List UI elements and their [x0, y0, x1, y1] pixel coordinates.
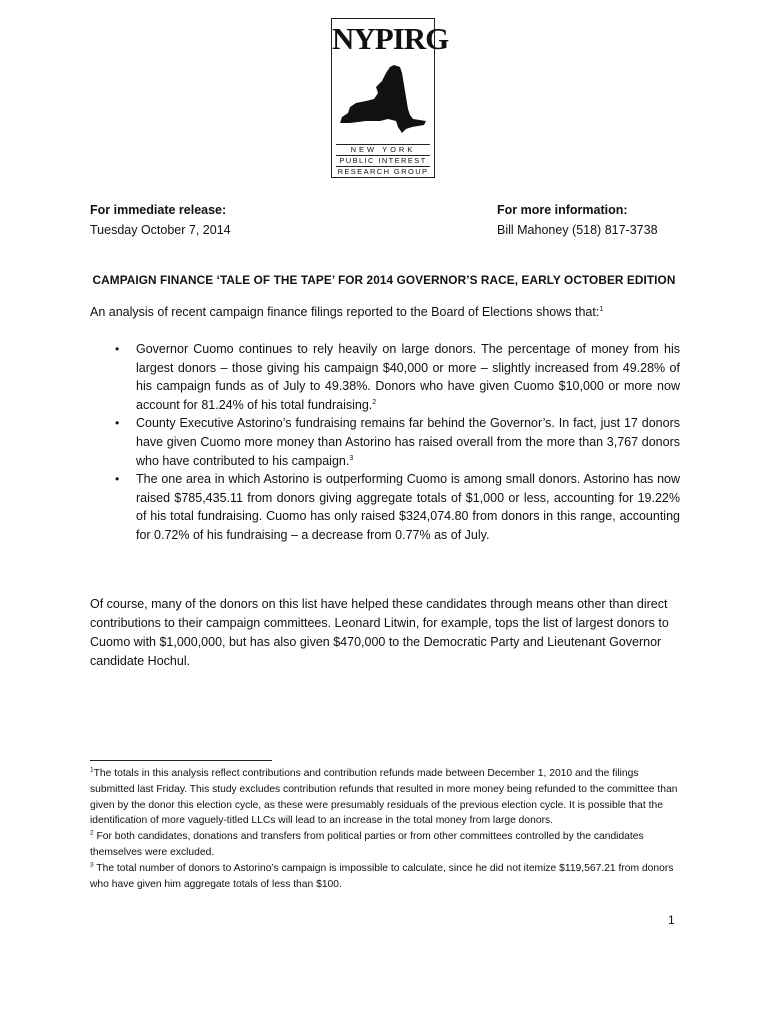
- findings-list: [90, 340, 680, 545]
- footnote-ref: 3: [349, 454, 354, 462]
- footnote-ref: 1: [599, 305, 604, 313]
- body-paragraph: Of course, many of the donors on this list have helped these candidates through means other than direct contributions to their campaign committees. Leonard Litwin, for example, tops the list of largest donors to Cuomo with $1,000,000, but has also given $470,000 to the Democratic Party and Lieutenant Governor candidate Hochul.: [90, 597, 669, 668]
- bullet-icon: •: [115, 472, 120, 487]
- footnote-text: The totals in this analysis reflect contributions and contribution refunds made between December 1, 2010 and the filings submitted last Friday. This study excludes contribution refunds that resulted in more money being refunded to the committee than given by the donor this election cycle, as these were presumably residuals of the previous election cycle. It is possible that the identification of more vaguely-titled LLCs will lead to an increase in the total money from large donors.: [90, 768, 678, 827]
- nypirg-logo: [331, 18, 449, 178]
- footnote-number: 2: [90, 829, 94, 837]
- footnote-text: For both candidates, donations and transfers from political parties or from other committees controlled by the candidates themselves were excluded.: [90, 831, 644, 858]
- new-york-state-icon: [336, 63, 430, 143]
- intro-text: [90, 305, 603, 319]
- intro-sentence: An analysis of recent campaign finance filings reported to the Board of Elections shows that:: [90, 305, 600, 319]
- contact-name: Bill Mahoney (518) 817-3738: [497, 223, 658, 237]
- footnote-divider: [90, 760, 272, 761]
- contact-info: [497, 200, 658, 240]
- release-info: [90, 200, 231, 240]
- footnote-number: 1: [90, 766, 94, 774]
- footnote-2: [90, 829, 682, 861]
- bullet-icon: •: [115, 342, 120, 356]
- logo-line-1: NEW YORK: [350, 145, 416, 154]
- footnote-ref: 2: [372, 398, 377, 406]
- list-item-text: County Executive Astorino’s fundraising remains far behind the Governor’s. In fact, just 17 donors have given Cuomo more money than Astorino has raised overall from the more than 3,767 donors who have contributed to his campaign.: [136, 416, 680, 468]
- list-item: [90, 340, 680, 414]
- logo-title: NYPIRG: [332, 21, 449, 56]
- logo-line-3: RESEARCH GROUP: [337, 167, 429, 176]
- release-label: For immediate release:: [90, 203, 227, 217]
- bullet-icon: •: [115, 416, 120, 431]
- list-item: [90, 414, 680, 470]
- contact-label: For more information:: [497, 203, 628, 217]
- headline: CAMPAIGN FINANCE ‘TALE OF THE TAPE’ FOR 2014 GOVERNOR’S RACE, EARLY OCTOBER EDITION: [92, 273, 676, 287]
- page-number: 1: [668, 913, 675, 927]
- footnote-text: The total number of donors to Astorino’s campaign is impossible to calculate, since he did not itemize $119,567.21 from donors who have given him aggregate totals of less than $100.: [90, 862, 674, 890]
- footnote-3: [90, 861, 682, 893]
- list-item: [90, 470, 680, 544]
- release-date: Tuesday October 7, 2014: [90, 223, 231, 237]
- footnotes: [90, 766, 682, 892]
- list-item-text: The one area in which Astorino is outperforming Cuomo is among small donors. Astorino has now raised $785,435.11 from donors giving aggregate totals of $1,000 or less, accounting for 19.22% of his total fundraising. Cuomo has only raised $324,074.80 from donors in this range, accounting for 0.72% of his fundraising – a decrease from 0.77% as of July.: [136, 472, 680, 542]
- footnote-1: [90, 766, 682, 829]
- footnote-number: 3: [90, 861, 94, 869]
- list-item-text: Governor Cuomo continues to rely heavily on large donors. The percentage of money from his largest donors – those giving his campaign $40,000 or more – slightly increased from 49.28% of his campaign funds as of July to 49.38%. Donors who have given Cuomo $10,000 or more now account for 81.24% of his total fundraising.: [136, 342, 680, 412]
- logo-line-2: PUBLIC INTEREST: [339, 156, 427, 165]
